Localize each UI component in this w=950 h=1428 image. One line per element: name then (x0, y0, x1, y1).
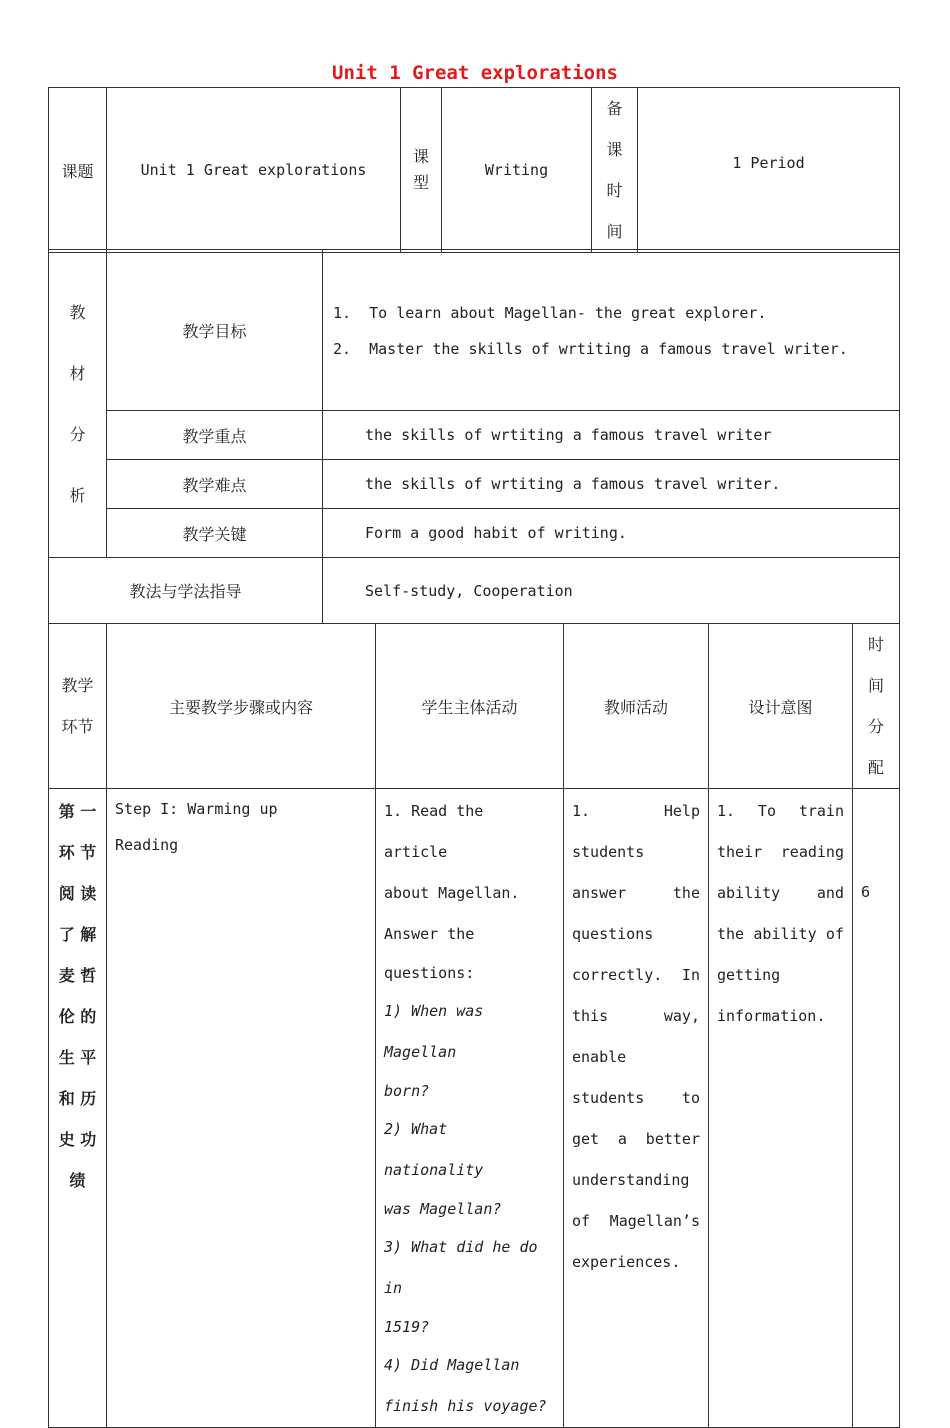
prep-time-label: 备 课 时 间 (592, 88, 638, 253)
header-content: 主要教学步骤或内容 (107, 624, 376, 789)
intent-cell: 1. To train their reading ability and the ability of getting information. (709, 789, 853, 1428)
student-cell (376, 789, 564, 1428)
question-line: 2) What nationality (384, 1120, 484, 1179)
difficulties-label: 教学难点 (107, 460, 323, 509)
student-line: about Magellan. (384, 884, 520, 902)
time-cell: 6 (853, 789, 900, 1428)
content-cell (107, 789, 376, 1428)
key-value: Form a good habit of writing. (323, 509, 900, 558)
objective-item: 2. Master the skills of wrtiting a famous travel writer. (333, 340, 848, 358)
student-line: 1. Read the article (384, 802, 484, 861)
header-time: 时 间 分 配 (853, 624, 900, 789)
header-stage: 教学 环节 (49, 624, 107, 789)
teacher-cell: 1. Help students answer the questions correctly. In this way, enable students to get a better understanding of Magellan’s experiences. (564, 789, 709, 1428)
header-student: 学生主体活动 (376, 624, 564, 789)
student-line: Answer the (384, 925, 475, 943)
question-line: born? (384, 1082, 430, 1100)
analysis-section-label: 教 材 分 析 (49, 250, 107, 558)
question-line: 4) Did Magellan (384, 1356, 520, 1374)
page-title: Unit 1 Great explorations (332, 62, 618, 84)
question-line: 3) What did he do in (384, 1238, 538, 1297)
header-teacher: 教师活动 (564, 624, 709, 789)
methods-label: 教法与学法指导 (49, 558, 323, 624)
prep-time-value: 1 Period (638, 88, 900, 253)
question-line: finish his voyage? (384, 1397, 547, 1415)
question-line: was Magellan? (384, 1200, 502, 1218)
methods-table (48, 557, 900, 624)
type-value: Writing (442, 88, 592, 253)
question-line: 1) When was Magellan (384, 1002, 484, 1061)
objective-item: 1. To learn about Magellan- the great explorer. (333, 304, 767, 322)
type-label: 课 型 (401, 88, 442, 253)
content-line: Reading (115, 836, 179, 854)
topic-value: Unit 1 Great explorations (107, 88, 401, 253)
objectives-cell (323, 250, 900, 411)
key-points-label: 教学重点 (107, 411, 323, 460)
analysis-table (48, 249, 900, 558)
header-intent: 设计意图 (709, 624, 853, 789)
student-line: questions: (384, 964, 475, 982)
objectives-label: 教学目标 (107, 250, 323, 411)
stage-cell: 第 一 环 节 阅 读 了 解 麦 哲 伦 的 生 平 和 历 史 功 绩 (49, 789, 107, 1428)
steps-table (48, 623, 900, 1428)
key-label: 教学关键 (107, 509, 323, 558)
question-line: 1519? (384, 1318, 430, 1336)
difficulties-value: the skills of wrtiting a famous travel writer. (323, 460, 900, 509)
methods-value: Self-study, Cooperation (323, 558, 900, 624)
header-table (48, 87, 900, 253)
key-points-value: the skills of wrtiting a famous travel writer (323, 411, 900, 460)
topic-label: 课题 (49, 88, 107, 253)
content-line: Step I: Warming up (115, 800, 278, 818)
